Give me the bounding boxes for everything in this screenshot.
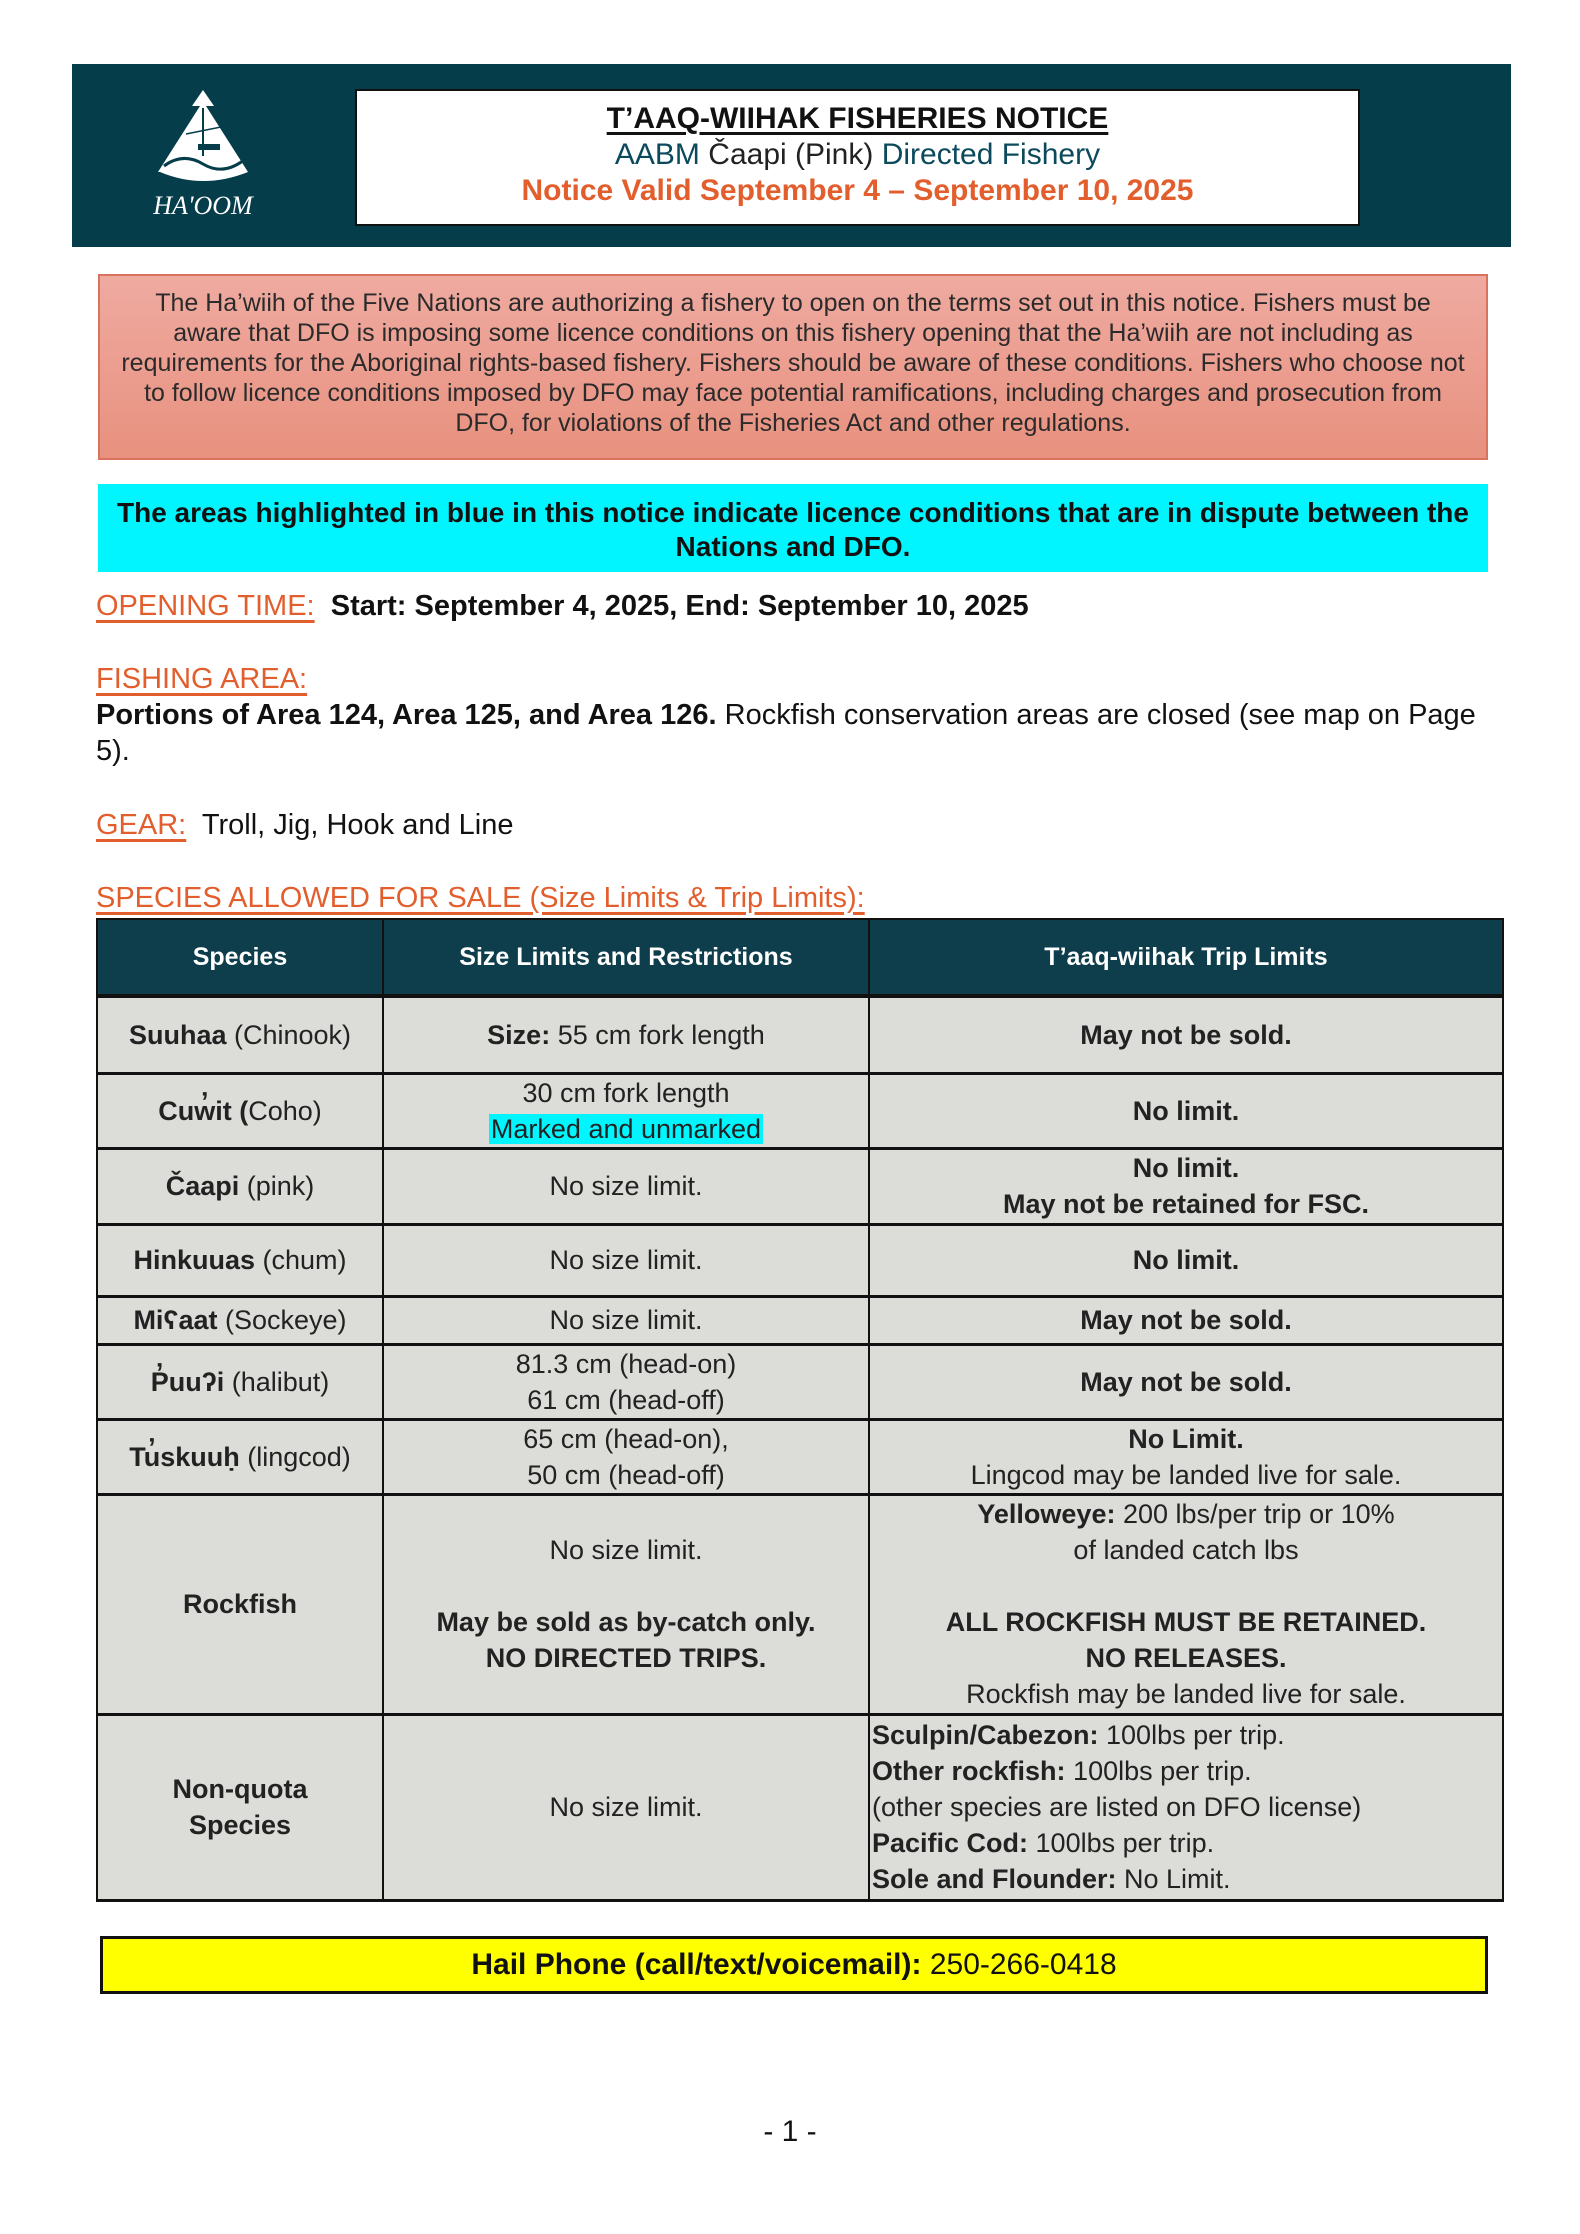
table-row <box>97 1073 1503 1148</box>
gear <box>96 807 513 843</box>
page-number: - 1 - <box>763 2115 817 2148</box>
fishing-area-bold: Portions of Area 124, Area 125, and Area 126. <box>96 699 717 731</box>
opening-time <box>96 588 1029 624</box>
notice-title-box <box>355 89 1360 226</box>
hail-phone-number: 250-266-0418 <box>921 1948 1117 1981</box>
size-cell: No size limit. <box>383 1296 869 1344</box>
table-row <box>97 1494 1503 1714</box>
table-row <box>97 1224 1503 1296</box>
table-row <box>97 1296 1503 1344</box>
size-cell: No size limit. <box>383 1224 869 1296</box>
header-trip-limits: T’aaq-wiihak Trip Limits <box>869 919 1503 996</box>
disclaimer-box: The Ha’wiih of the Five Nations are authorizing a fishery to open on the terms set out in this notice. Fishers must be aware that DFO is imposing some licence conditions on this fishery opening that the Ha’wiih are not including as requirements for the Aboriginal rights-based fishery. Fishers should be aware of these conditions. Fishers who choose not to follow licence conditions imposed by DFO may face potential ramifications, including charges and prosecution from DFO, for violations of the Fisheries Act and other regulations. <box>98 274 1488 460</box>
fishing-area <box>96 661 1496 769</box>
size-cell: No size limit. <box>383 1148 869 1224</box>
hail-phone-bar <box>100 1936 1488 1994</box>
trip-cell: Sculpin/Cabezon: 100lbs per trip. Other rockfish: 100lbs per trip. (other species are listed on DFO license) Pacific Cod: 100lbs per trip. Sole and Flounder: No Limit. <box>869 1714 1503 1900</box>
opening-time-value: Start: September 4, 2025, End: September 10, 2025 <box>330 590 1029 622</box>
fishing-area-label: FISHING AREA: <box>96 663 308 695</box>
header-size-limits: Size Limits and Restrictions <box>383 919 869 996</box>
size-cell: 65 cm (head-on), 50 cm (head-off) <box>383 1419 869 1494</box>
table-row <box>97 996 1503 1073</box>
trip-cell: May not be sold. <box>869 996 1503 1073</box>
species-table <box>96 918 1504 1902</box>
species-cell: Cuw̓it (Coho) <box>97 1073 383 1148</box>
table-row <box>97 1419 1503 1494</box>
haoom-logo-icon <box>148 86 258 226</box>
trip-cell: No limit. <box>869 1224 1503 1296</box>
trip-cell: No limit. <box>869 1073 1503 1148</box>
opening-time-label: OPENING TIME: <box>96 590 315 622</box>
trip-cell: No limit. May not be retained for FSC. <box>869 1148 1503 1224</box>
trip-cell: May not be sold. <box>869 1344 1503 1419</box>
disputed-highlight: Marked and unmarked <box>490 1113 762 1144</box>
species-cell: P̓uuʔi (halibut) <box>97 1344 383 1419</box>
haoom-logo <box>148 86 258 226</box>
size-cell: 30 cm fork length Marked and unmarked <box>383 1073 869 1148</box>
hail-phone-label: Hail Phone (call/text/voicemail): <box>471 1948 922 1981</box>
species-cell: Rockfish <box>97 1494 383 1714</box>
species-cell: Non-quota Species <box>97 1714 383 1900</box>
species-cell: Hinkuuas (chum) <box>97 1224 383 1296</box>
fishing-area-text: Rockfish conservation areas are closed (see map on Page 5). <box>96 699 1476 767</box>
trip-cell: Yelloweye: 200 lbs/per trip or 10% of landed catch lbs ALL ROCKFISH MUST BE RETAINED. NO RELEASES. Rockfish may be landed live for sale. <box>869 1494 1503 1714</box>
species-heading: SPECIES ALLOWED FOR SALE (Size Limits & Trip Limits): <box>96 882 865 914</box>
table-row <box>97 1148 1503 1224</box>
table-row <box>97 1714 1503 1900</box>
trip-cell: No Limit. Lingcod may be landed live for sale. <box>869 1419 1503 1494</box>
species-cell: Suuhaa (Chinook) <box>97 996 383 1073</box>
species-cell: Čaapi (pink) <box>97 1148 383 1224</box>
size-cell: No size limit. <box>383 1714 869 1900</box>
size-cell: 81.3 cm (head-on) 61 cm (head-off) <box>383 1344 869 1419</box>
notice-title: T’AAQ-WIIHAK FISHERIES NOTICE <box>606 102 1109 135</box>
header-species: Species <box>97 919 383 996</box>
table-header-row <box>97 919 1503 996</box>
table-row <box>97 1344 1503 1419</box>
gear-label: GEAR: <box>96 809 187 841</box>
trip-cell: May not be sold. <box>869 1296 1503 1344</box>
size-cell: No size limit. May be sold as by-catch only. NO DIRECTED TRIPS. <box>383 1494 869 1714</box>
notice-subtitle: AABM Čaapi (Pink) Directed Fishery <box>614 138 1101 171</box>
size-cell: Size: 55 cm fork length <box>383 996 869 1073</box>
species-cell: Miʕaat (Sockeye) <box>97 1296 383 1344</box>
dispute-notice: The areas highlighted in blue in this notice indicate licence conditions that are in dispute between the Nations and DFO. <box>98 484 1488 572</box>
svg-text:HA'OOM: HA'OOM <box>153 191 253 220</box>
species-cell: Tu̓skuuḥ (lingcod) <box>97 1419 383 1494</box>
notice-validity: Notice Valid September 4 – September 10, 2025 <box>521 174 1194 207</box>
gear-value: Troll, Jig, Hook and Line <box>201 809 514 841</box>
